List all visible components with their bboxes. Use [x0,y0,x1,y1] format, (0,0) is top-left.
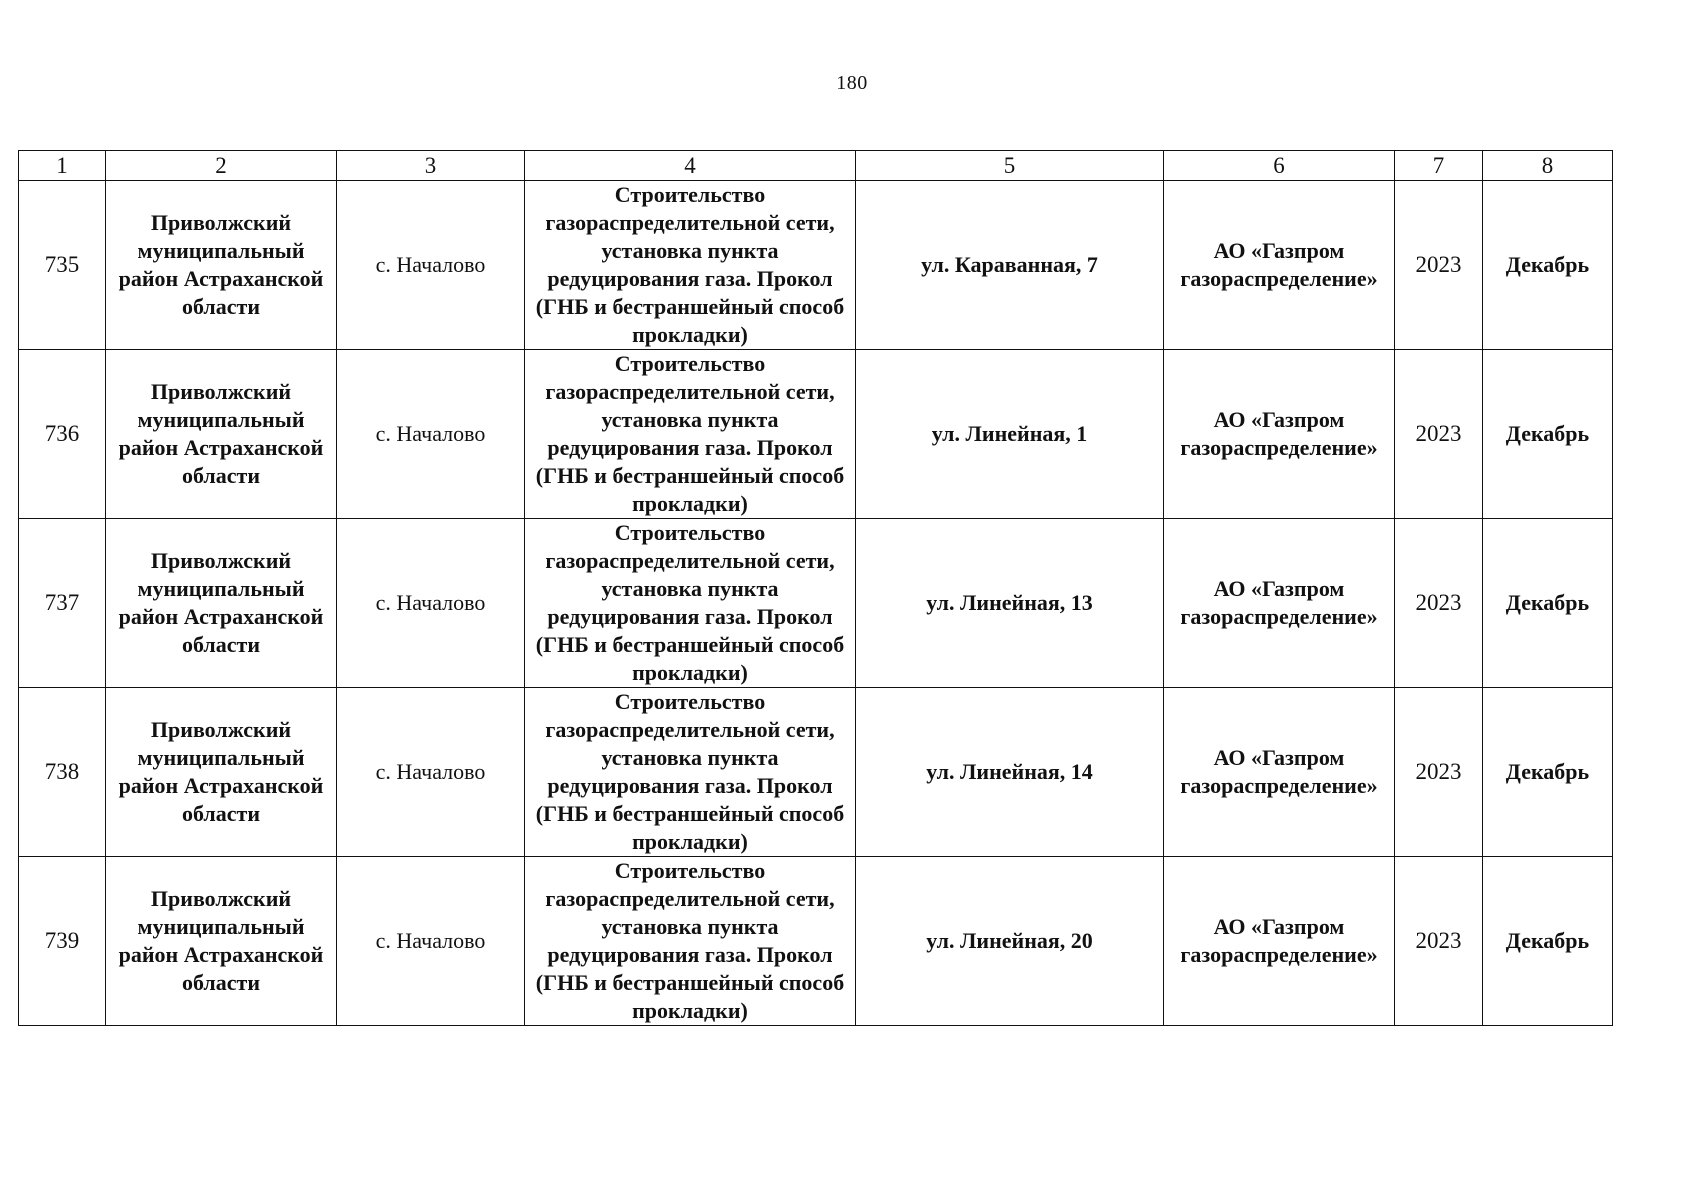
organization-cell: АО «Газпром газораспределение» [1164,857,1395,1026]
settlement-cell: с. Началово [337,519,525,688]
month-cell: Декабрь [1483,688,1613,857]
row-number: 738 [19,688,106,857]
table-row [19,857,1613,1026]
address-cell: ул. Линейная, 14 [856,688,1164,857]
district-cell: Приволжский муниципальный район Астраханской области [106,857,337,1026]
district-cell: Приволжский муниципальный район Астраханской области [106,519,337,688]
work-description-cell: Строительство газораспределительной сети, установка пункта редуцирования газа. Прокол (ГНБ и бестраншейный способ прокладки) [525,688,856,857]
work-description-cell: Строительство газораспределительной сети, установка пункта редуцирования газа. Прокол (ГНБ и бестраншейный способ прокладки) [525,350,856,519]
document-table [18,150,1613,1026]
work-description-cell: Строительство газораспределительной сети, установка пункта редуцирования газа. Прокол (ГНБ и бестраншейный способ прокладки) [525,181,856,350]
row-number: 737 [19,519,106,688]
table-row [19,181,1613,350]
column-header-6: 6 [1164,151,1395,181]
work-description-cell: Строительство газораспределительной сети, установка пункта редуцирования газа. Прокол (ГНБ и бестраншейный способ прокладки) [525,519,856,688]
organization-cell: АО «Газпром газораспределение» [1164,688,1395,857]
year-cell: 2023 [1395,181,1483,350]
address-cell: ул. Линейная, 20 [856,857,1164,1026]
work-description-cell: Строительство газораспределительной сети, установка пункта редуцирования газа. Прокол (ГНБ и бестраншейный способ прокладки) [525,857,856,1026]
column-header-5: 5 [856,151,1164,181]
row-number: 739 [19,857,106,1026]
month-cell: Декабрь [1483,519,1613,688]
organization-cell: АО «Газпром газораспределение» [1164,350,1395,519]
organization-cell: АО «Газпром газораспределение» [1164,519,1395,688]
month-cell: Декабрь [1483,181,1613,350]
table-row [19,688,1613,857]
table-row [19,350,1613,519]
district-cell: Приволжский муниципальный район Астраханской области [106,688,337,857]
year-cell: 2023 [1395,857,1483,1026]
column-header-7: 7 [1395,151,1483,181]
district-cell: Приволжский муниципальный район Астраханской области [106,350,337,519]
address-cell: ул. Линейная, 13 [856,519,1164,688]
address-cell: ул. Линейная, 1 [856,350,1164,519]
address-cell: ул. Караванная, 7 [856,181,1164,350]
table-row [19,519,1613,688]
month-cell: Декабрь [1483,350,1613,519]
district-cell: Приволжский муниципальный район Астраханской области [106,181,337,350]
column-header-8: 8 [1483,151,1613,181]
column-header-1: 1 [19,151,106,181]
month-cell: Декабрь [1483,857,1613,1026]
settlement-cell: с. Началово [337,857,525,1026]
settlement-cell: с. Началово [337,350,525,519]
column-header-3: 3 [337,151,525,181]
column-header-4: 4 [525,151,856,181]
year-cell: 2023 [1395,519,1483,688]
year-cell: 2023 [1395,350,1483,519]
organization-cell: АО «Газпром газораспределение» [1164,181,1395,350]
row-number: 735 [19,181,106,350]
year-cell: 2023 [1395,688,1483,857]
page-number: 180 [836,72,868,94]
settlement-cell: с. Началово [337,688,525,857]
settlement-cell: с. Началово [337,181,525,350]
column-header-2: 2 [106,151,337,181]
row-number: 736 [19,350,106,519]
header-row [19,151,1613,181]
